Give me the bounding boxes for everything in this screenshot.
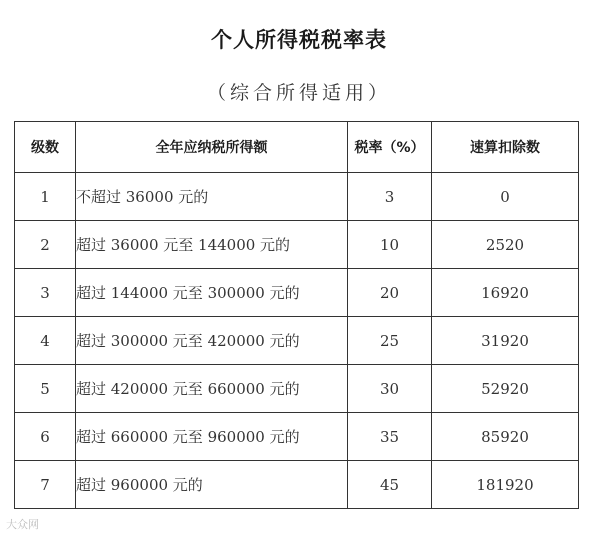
table-header-row (15, 122, 579, 173)
cell-level: 6 (15, 413, 76, 461)
cell-income-range: 超过 144000 元至 300000 元的 (76, 269, 348, 317)
cell-level: 7 (15, 461, 76, 509)
cell-quick-deduction: 16920 (432, 269, 579, 317)
tax-rate-table (14, 121, 579, 509)
cell-level: 4 (15, 317, 76, 365)
cell-tax-rate: 3 (348, 173, 432, 221)
cell-level: 5 (15, 365, 76, 413)
cell-income-range: 不超过 36000 元的 (76, 173, 348, 221)
cell-tax-rate: 20 (348, 269, 432, 317)
cell-tax-rate: 10 (348, 221, 432, 269)
cell-tax-rate: 35 (348, 413, 432, 461)
cell-quick-deduction: 2520 (432, 221, 579, 269)
table-row (15, 461, 579, 509)
header-tax-rate: 税率（%） (348, 122, 432, 173)
cell-quick-deduction: 85920 (432, 413, 579, 461)
cell-quick-deduction: 52920 (432, 365, 579, 413)
table-row (15, 317, 579, 365)
page-subtitle: （综合所得适用） (206, 82, 391, 104)
header-income-range: 全年应纳税所得额 (76, 122, 348, 173)
table-row (15, 365, 579, 413)
cell-tax-rate: 45 (348, 461, 432, 509)
cell-tax-rate: 30 (348, 365, 432, 413)
cell-income-range: 超过 420000 元至 660000 元的 (76, 365, 348, 413)
header-quick-deduction: 速算扣除数 (432, 122, 579, 173)
cell-income-range: 超过 36000 元至 144000 元的 (76, 221, 348, 269)
cell-quick-deduction: 0 (432, 173, 579, 221)
cell-income-range: 超过 660000 元至 960000 元的 (76, 413, 348, 461)
cell-quick-deduction: 181920 (432, 461, 579, 509)
cell-level: 3 (15, 269, 76, 317)
page-title: 个人所得税税率表 (211, 27, 387, 52)
cell-tax-rate: 25 (348, 317, 432, 365)
cell-level: 1 (15, 173, 76, 221)
table-row (15, 413, 579, 461)
cell-income-range: 超过 960000 元的 (76, 461, 348, 509)
table-row (15, 269, 579, 317)
cell-level: 2 (15, 221, 76, 269)
cell-income-range: 超过 300000 元至 420000 元的 (76, 317, 348, 365)
table-row (15, 173, 579, 221)
header-level: 级数 (15, 122, 76, 173)
watermark: 大众网 (6, 518, 39, 531)
cell-quick-deduction: 31920 (432, 317, 579, 365)
table-row (15, 221, 579, 269)
